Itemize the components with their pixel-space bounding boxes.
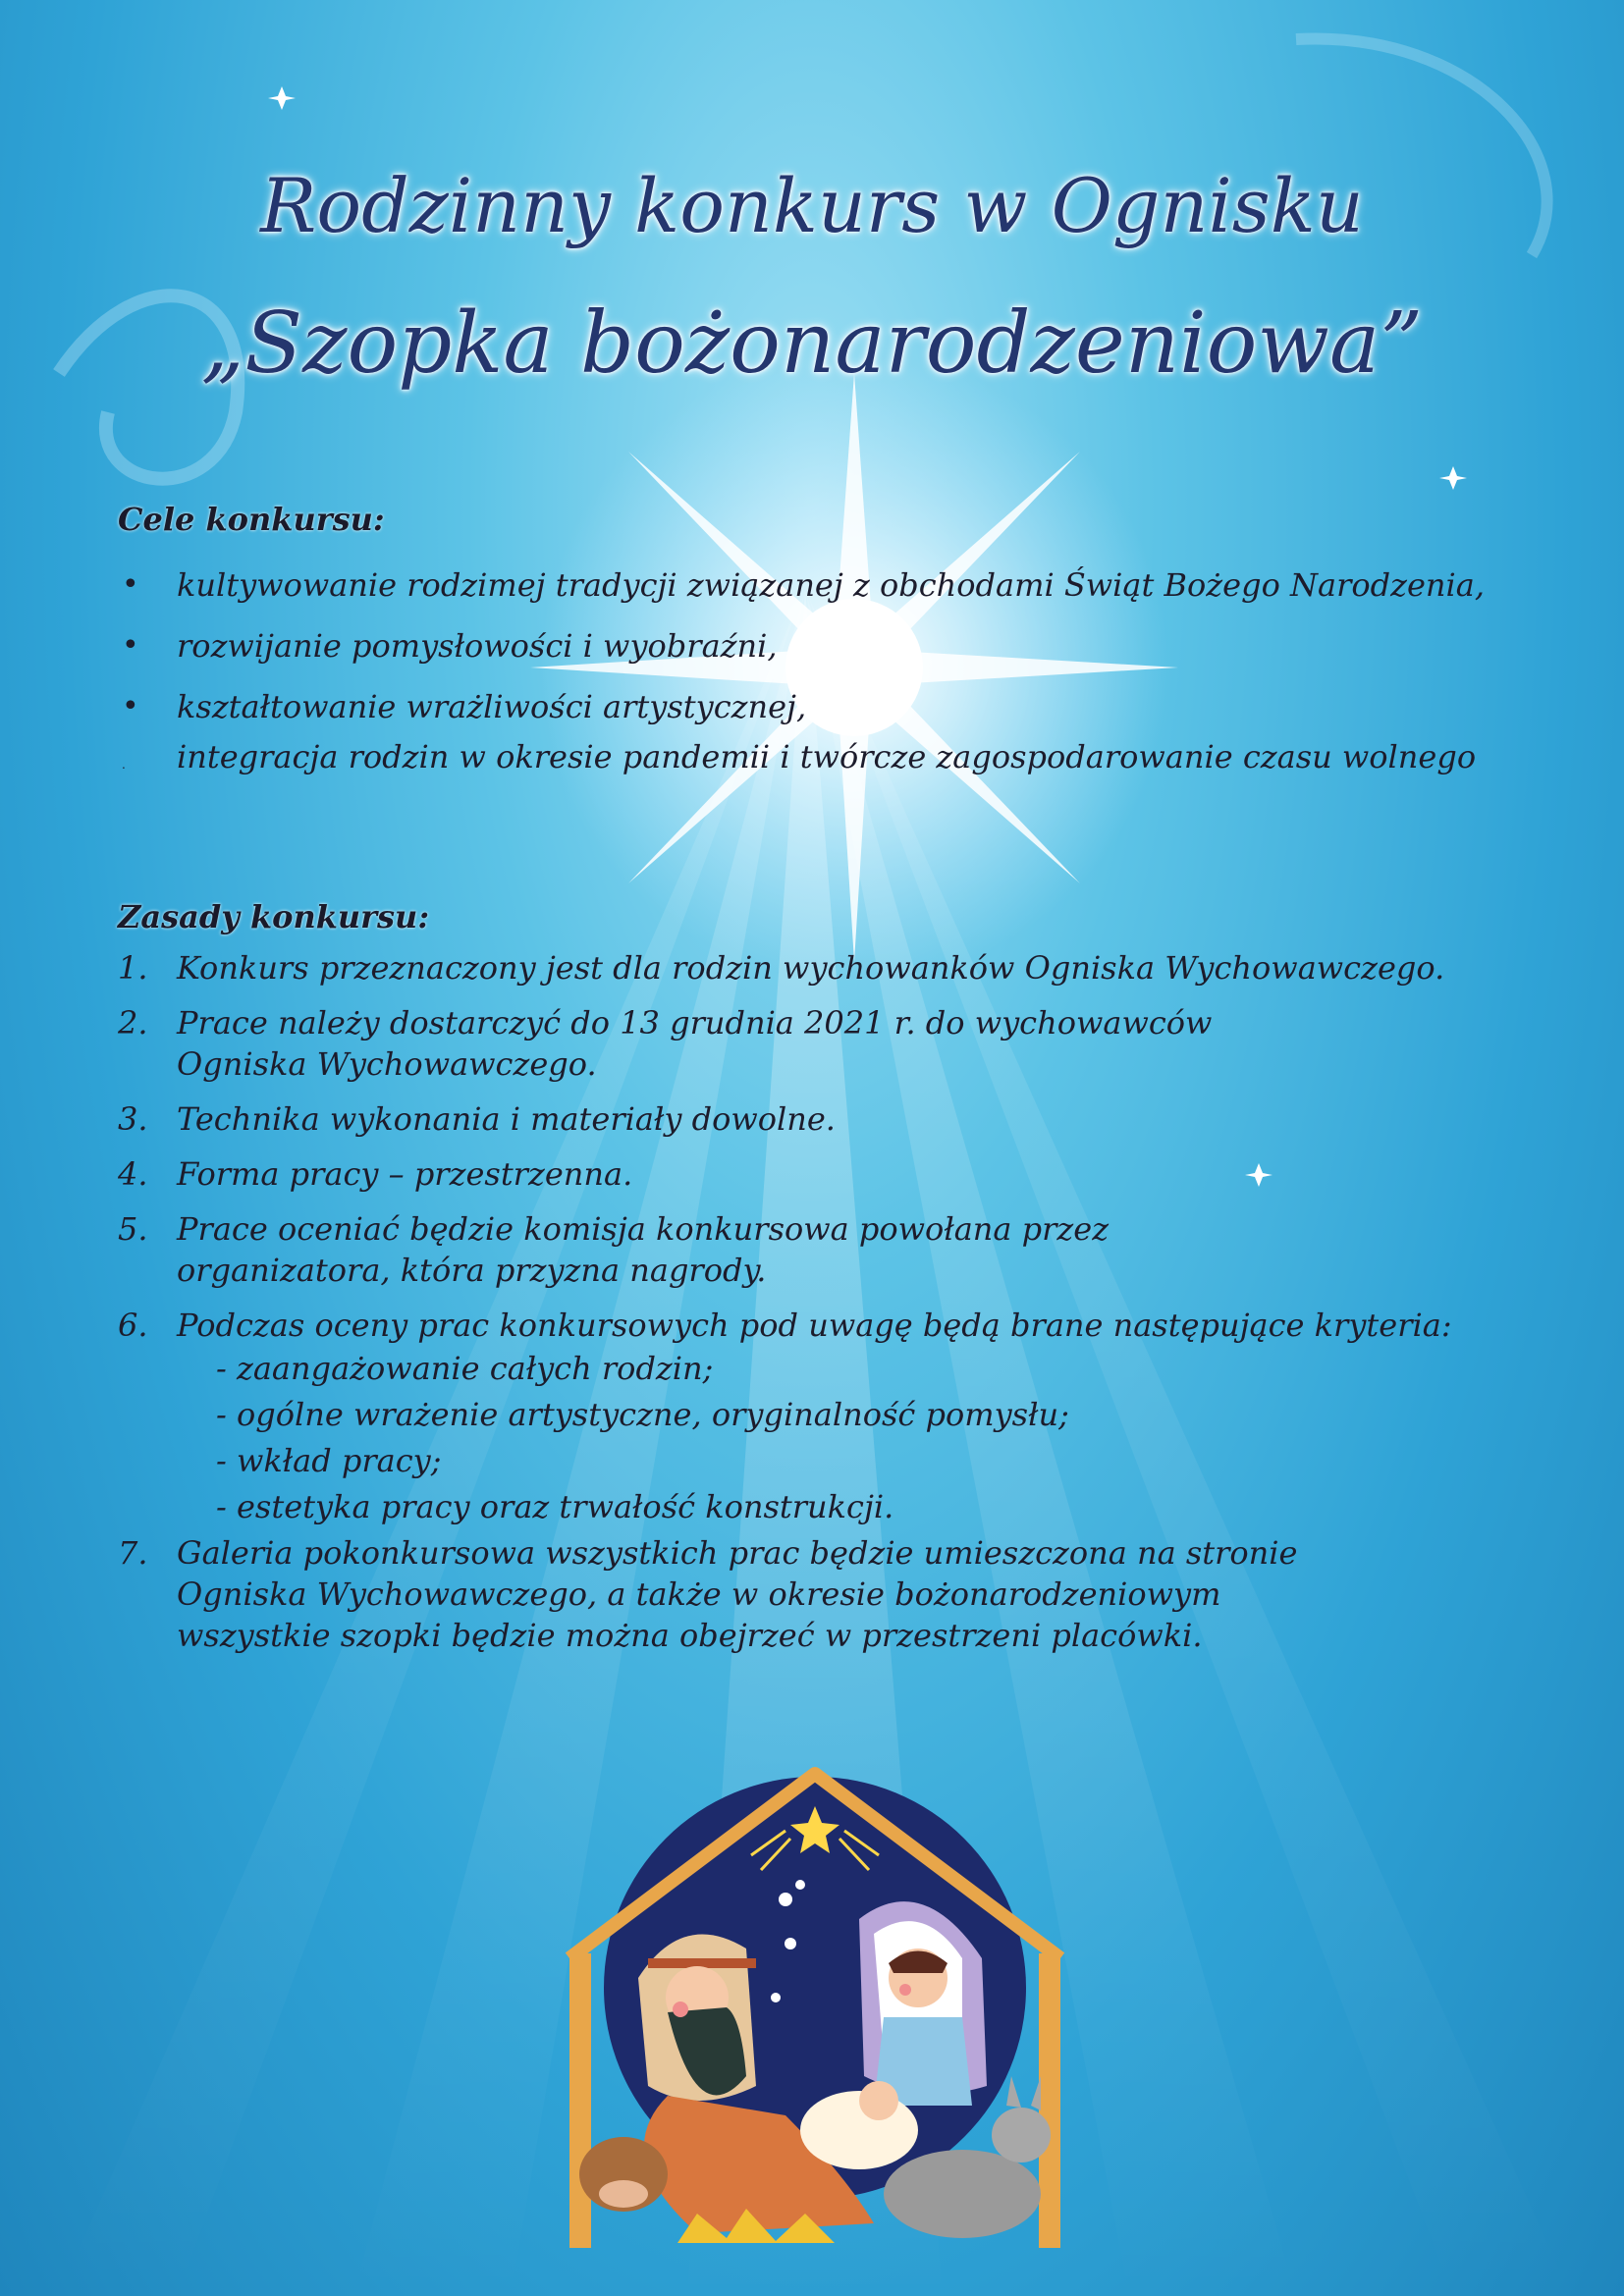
goal-text: integracja rodzin w okresie pandemii i twórcze zagospodarowanie czasu wolnego xyxy=(177,738,1477,775)
item-number: 2. xyxy=(118,1004,148,1041)
criteria-item: - ogólne wrażenie artystyczne, oryginalność pomysłu; xyxy=(216,1396,1069,1433)
rule-text: Forma pracy – przestrzenna. xyxy=(177,1155,633,1193)
nativity-scene-illustration xyxy=(550,1762,1080,2253)
list-item xyxy=(118,615,1512,676)
rule-text: Podczas oceny prac konkursowych pod uwagę będą brane następujące kryteria: xyxy=(177,1307,1452,1344)
item-number: 3. xyxy=(118,1100,148,1138)
page-subtitle: „Szopka bożonarodzeniowa” xyxy=(200,294,1424,393)
bullet-icon: • xyxy=(122,689,139,723)
list-item xyxy=(118,676,1512,737)
list-item xyxy=(118,1153,1512,1195)
list-item xyxy=(118,1532,1512,1656)
item-number: 4. xyxy=(118,1155,148,1193)
item-number: 1. xyxy=(118,949,148,987)
list-item xyxy=(118,737,1512,776)
goal-text: kształtowanie wrażliwości artystycznej, xyxy=(177,688,807,725)
list-item xyxy=(118,1208,1512,1291)
rules-list xyxy=(118,947,1512,1670)
goal-text: kultywowanie rodzimej tradycji związanej z obchodami Świąt Bożego Narodzenia, xyxy=(177,566,1486,604)
rule-text: Konkurs przeznaczony jest dla rodzin wychowanków Ogniska Wychowawczego. xyxy=(177,949,1445,987)
rule-text: Technika wykonania i materiały dowolne. xyxy=(177,1100,836,1138)
bullet-icon: • xyxy=(122,628,139,663)
list-item xyxy=(118,947,1512,988)
bullet-icon: • xyxy=(122,567,139,602)
item-number: 5. xyxy=(118,1210,148,1248)
goals-heading: Cele konkursu: xyxy=(118,501,385,538)
rule-text: Galeria pokonkursowa wszystkich prac będzie umieszczona na stronie Ogniska Wychowawczego, a także w okresie bożonarodzeniowym wszystkie szopki będzie można obejrzeć w przestrzeni placówki. xyxy=(177,1534,1298,1654)
bullet-icon: . xyxy=(122,758,126,772)
rule-text: Prace oceniać będzie komisja konkursowa powołana przez organizatora, która przyzna nagrody. xyxy=(177,1210,1110,1289)
list-item xyxy=(118,1305,1512,1530)
goals-list xyxy=(118,555,1512,776)
rules-heading: Zasady konkursu: xyxy=(118,898,430,935)
item-number: 7. xyxy=(118,1534,148,1572)
list-item xyxy=(118,1098,1512,1140)
item-number: 6. xyxy=(118,1307,148,1344)
criteria-item: - wkład pracy; xyxy=(216,1442,442,1479)
criteria-item: - zaangażowanie całych rodzin; xyxy=(216,1350,714,1387)
nativity-icon xyxy=(550,1762,1080,2253)
rule-text: Prace należy dostarczyć do 13 grudnia 2021 r. do wychowawców Ogniska Wychowawczego. xyxy=(177,1004,1213,1083)
goal-text: rozwijanie pomysłowości i wyobraźni, xyxy=(177,627,778,665)
page-title: Rodzinny konkurs w Ognisku xyxy=(260,162,1364,249)
list-item xyxy=(118,555,1512,615)
criteria-item: - estetyka pracy oraz trwałość konstrukcji. xyxy=(216,1488,894,1525)
list-item xyxy=(118,1002,1512,1085)
